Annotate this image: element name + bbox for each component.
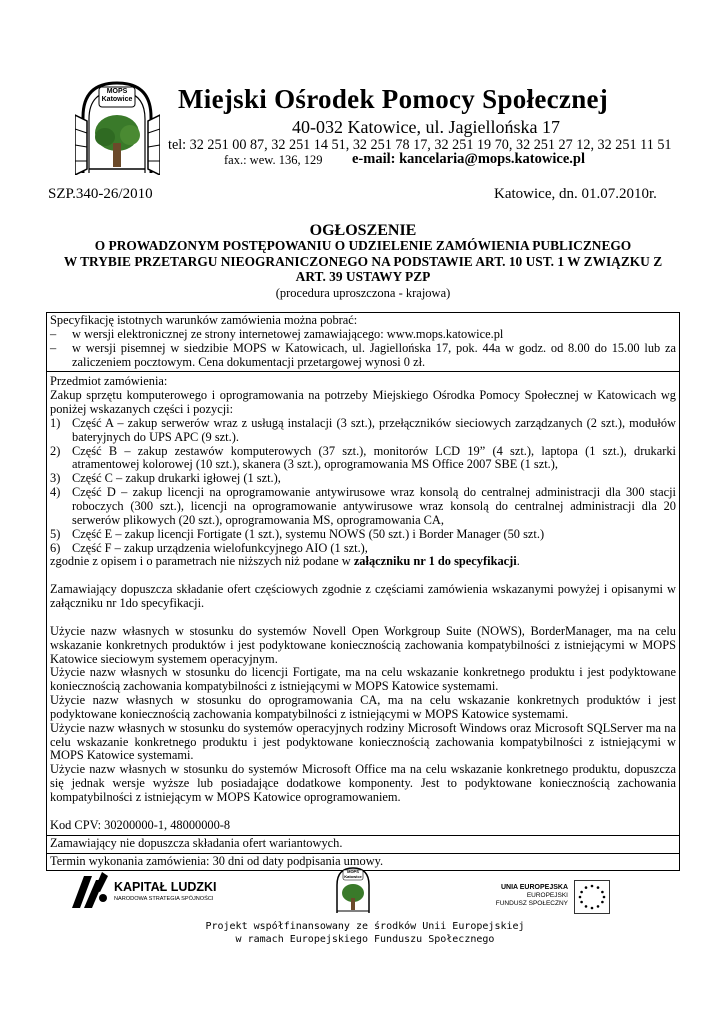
spec-item	[50, 342, 676, 370]
kapital-ludzki-icon	[70, 868, 110, 912]
eu-title: UNIA EUROPEJSKA	[500, 884, 568, 891]
part-text: Część A – zakup serwerów wraz z usługą instalacji (3 szt.), przełączników sieciowych zarządzanych (2 szt.), modułów bateryjnych do UPS APC (9 szt.).	[72, 415, 676, 444]
subtitle-line-3: ART. 39 USTAWY PZP	[295, 269, 431, 284]
brand-note: Użycie nazw własnych w stosunku do systemów Novell Open Workgroup Suite (NOWS), BorderManager, ma na celu wskazanie konkretnych produktów i jest podyktowane koniecznością zachowania kompatybilności z istniejącymi w MOPS Katowice sieciowym systemem operacyjnym.	[50, 623, 676, 666]
part-number: 1)	[50, 415, 61, 430]
document-subtitle	[48, 238, 678, 285]
part-number: 3)	[50, 471, 61, 486]
variants-text: Zamawiający nie dopuszcza składania ofert wariantowych.	[50, 835, 343, 850]
part-text: Część F – zakup urządzenia wielofunkcyjnego AIO (1 szt.),	[72, 540, 368, 555]
deadline-text: Termin wykonania zamówienia: 30 dni od daty podpisania umowy.	[50, 853, 384, 868]
subject-intro: Zakup sprzętu komputerowego i oprogramowania na potrzeby Miejskiego Ośrodka Pomocy Społecznej w Katowicach wg poniżej wskazanych części i pozycji:	[50, 388, 676, 417]
eu-logo	[490, 880, 610, 916]
kapital-title: KAPITAŁ LUDZKI	[114, 880, 217, 894]
part-number: 4)	[50, 485, 61, 500]
cpv-code: Kod CPV: 30200000-1, 48000000-8	[50, 817, 231, 832]
small-logo-top: MOPS	[347, 869, 359, 874]
spec-item-text: w wersji elektronicznej ze strony internetowej zamawiającego: www.mops.katowice.pl	[72, 326, 504, 341]
organization-name: Miejski Ośrodek Pomocy Społecznej	[178, 84, 609, 114]
eu-flag-icon	[574, 880, 610, 914]
kapital-ludzki-logo	[70, 868, 230, 912]
cofinancing-line-2: w ramach Europejskiego Funduszu Społecznego	[235, 934, 495, 945]
subject-heading: Przedmiot zamówienia:	[50, 374, 168, 389]
mops-logo	[75, 77, 160, 175]
part-text: Część B – zakup zestawów komputerowych (37 szt.), monitorów LCD 19” (4 szt.), laptopa (1 szt.), drukarki atramentowej kolorowej (10 szt.), skanera (3 szt.), oprogramowania MS Office 2007 SBE (1 szt.),	[72, 443, 676, 472]
part-number: 2)	[50, 443, 61, 458]
conclusion-attachment: załączniku nr 1 do specyfikacji	[353, 554, 517, 569]
part-item	[50, 486, 676, 528]
part-item	[50, 417, 676, 445]
part-item	[50, 472, 676, 486]
dash-marker: –	[50, 340, 57, 355]
procedure-type: (procedura uproszczona - krajowa)	[275, 286, 451, 300]
spec-intro: Specyfikację istotnych warunków zamówienia można pobrać:	[50, 313, 358, 327]
logo-text-bottom: Katowice	[101, 96, 133, 103]
brand-note: Użycie nazw własnych w stosunku do oprogramowania CA, ma na celu wskazanie konkretnych produktów i jest podyktowane koniecznością zachowania kompatybilności z istniejącymi w MOPS Katowice systemami.	[50, 693, 676, 721]
logo-text-top: MOPS	[106, 88, 128, 95]
partial-offers: Zamawiający dopuszcza składanie ofert częściowych zgodnie z częściami zamówienia wskazanymi powyżej i opisanymi w załączniku nr 1do specyfikacji.	[50, 582, 676, 611]
brand-note: Użycie nazw własnych w stosunku do systemów operacyjnych rodziny Microsoft Windows oraz Microsoft SQLServer ma na celu wskazanie konkretnego produktu i jest podyktowane koniecznością zachowania kompatybilności z istniejącymi w MOPS Katowice systemami.	[50, 720, 676, 763]
cofinancing-note	[180, 920, 550, 946]
part-item	[50, 542, 676, 556]
small-logo-bottom: Katowice	[344, 873, 362, 879]
cofinancing-line-1: Projekt współfinansowany ze środków Unii Europejskiej	[205, 921, 525, 932]
spec-item-text: w wersji pisemnej w siedzibie MOPS w Katowicach, ul. Jagiellońska 17, pok. 44a w godz. od 8.00 do 15.00 lub za zaliczeniem pocztowym. Cena dokumentacji przetargowej wynosi 0 zł.	[72, 340, 676, 369]
conclusion-prefix: zgodnie z opisem i o parametrach nie niższych niż podane w	[50, 554, 354, 569]
announcement-table	[46, 312, 680, 871]
part-item	[50, 528, 676, 542]
part-text: Część C – zakup drukarki igłowej (1 szt.),	[72, 471, 281, 486]
organization-fax: fax.: wew. 136, 129	[224, 153, 323, 167]
document-reference: SZP.340-26/2010	[48, 186, 153, 202]
subject-conclusion	[50, 555, 676, 569]
spec-cell	[47, 313, 679, 372]
dash-marker: –	[50, 326, 57, 341]
organization-address: 40-032 Katowice, ul. Jagiellońska 17	[292, 117, 560, 137]
conclusion-suffix: .	[516, 554, 520, 569]
subtitle-line-2: W TRYBIE PRZETARGU NIEOGRANICZONEGO NA PODSTAWIE ART. 10 UST. 1 W ZWIĄZKU Z	[63, 253, 663, 269]
mops-small-logo	[333, 865, 373, 915]
variants-cell	[47, 836, 679, 854]
document-title: OGŁOSZENIE	[309, 222, 417, 239]
organization-phones: tel: 32 251 00 87, 32 251 14 51, 32 251 78 17, 32 251 19 70, 32 251 27 12, 32 251 11 51	[168, 137, 672, 153]
brand-note: Użycie nazw własnych w stosunku do licencji Fortigate, ma na celu wskazanie konkretnego produktu i jest podyktowane koniecznością zachowania kompatybilności z istniejącymi w MOPS Katowice systemami.	[50, 665, 676, 694]
part-item	[50, 445, 676, 473]
place-date: Katowice, dn. 01.07.2010r.	[494, 186, 657, 202]
part-text: Część D – zakup licencji na oprogramowanie antywirusowe wraz konsolą do centralnej administracji dla 300 stacji roboczych (300 szt.), licencji na oprogramowanie antywirusowe wraz konsolą do centralnej administracji dla 20 serwerów plikowych (20 szt.), oprogramowania MS, oprogramowania CA,	[72, 485, 676, 527]
part-number: 6)	[50, 540, 61, 555]
organization-email: e-mail: kancelaria@mops.katowice.pl	[352, 151, 585, 167]
eu-line-2: FUNDUSZ SPOŁECZNY	[495, 900, 568, 907]
spec-item	[50, 328, 676, 342]
subject-cell	[47, 372, 679, 835]
brand-note: Użycie nazw własnych w stosunku do systemów Microsoft Office ma na celu wskazanie konkretnego produktu, dopuszcza się jednak wersje wyższe lub posiadające dodatkowe komponenty. Jest to podyktowane koniecznością zachowania kompatybilności z istniejącym w MOPS Katowice oprogramowaniem.	[50, 762, 676, 804]
subtitle-line-1: O PROWADZONYM POSTĘPOWANIU O UDZIELENIE ZAMÓWIENIA PUBLICZNEGO	[94, 238, 632, 253]
kapital-subtitle: NARODOWA STRATEGIA SPÓJNOŚCI	[114, 896, 214, 902]
part-number: 5)	[50, 526, 61, 541]
part-text: Część E – zakup licencji Fortigate (1 szt.), systemu NOWS (50 szt.) i Border Manager (50 szt.)	[72, 526, 545, 541]
eu-line-1: EUROPEJSKI	[526, 892, 568, 899]
